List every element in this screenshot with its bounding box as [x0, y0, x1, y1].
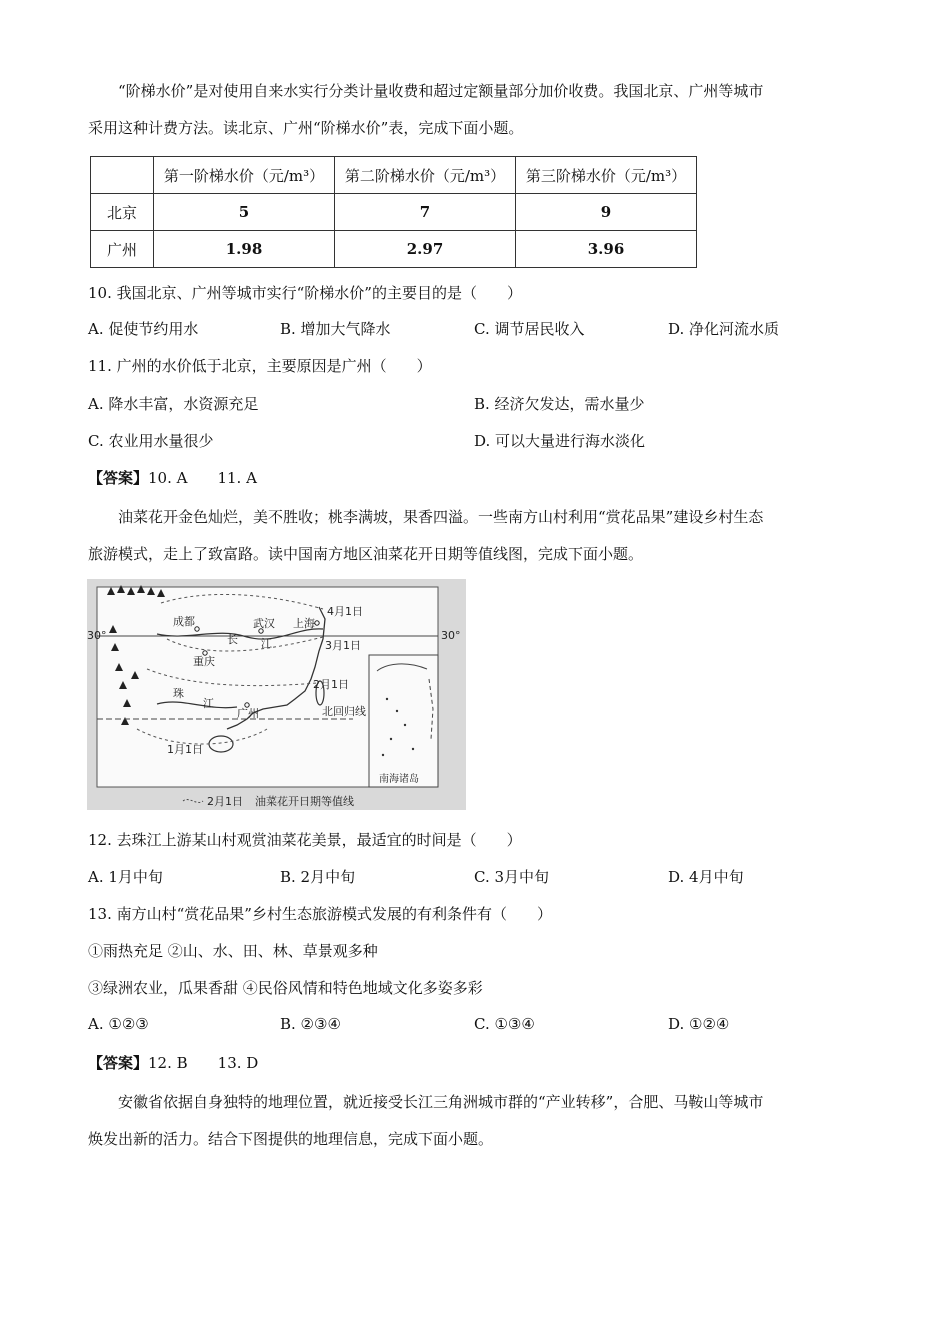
table-header-cell: 第三阶梯水价（元/m³）	[516, 157, 697, 194]
table-header-cell: 第一阶梯水价（元/m³）	[154, 157, 335, 194]
q13-option-d: D. ①②④	[668, 1015, 730, 1033]
intro3-line1: 安徽省依据自身独特的地理位置，就近接受长江三角洲城市群的“产业转移”，合肥、马鞍山等城市	[118, 1093, 764, 1111]
lat-label-right: 30°	[441, 629, 461, 642]
city-label-chongqing: 重庆	[193, 655, 215, 668]
q13-items-1: ①雨热充足 ②山、水、田、林、草景观多种	[88, 942, 378, 960]
table-city-cell: 北京	[91, 194, 154, 231]
river-label-chang: 长	[227, 633, 238, 646]
q11-option-d: D. 可以大量进行海水淡化	[474, 432, 646, 450]
intro2-line2: 旅游模式，走上了致富路。读中国南方地区油菜花开日期等值线图，完成下面小题。	[88, 545, 644, 563]
isoline-label-apr: 4月1日	[327, 605, 363, 618]
isoline-label-jan: 1月1日	[167, 743, 203, 756]
intro1-line2: 采用这种计费方法。读北京、广州“阶梯水价”表，完成下面小题。	[88, 119, 524, 137]
lat-label-left: 30°	[87, 629, 107, 642]
q13-option-b: B. ②③④	[280, 1015, 341, 1033]
table-cell: 5	[154, 194, 335, 231]
table-cell: 7	[335, 194, 516, 231]
table-row	[91, 194, 697, 231]
table-cell: 3.96	[516, 231, 697, 268]
city-label-wuhan: 武汉	[253, 617, 275, 630]
water-price-table	[90, 156, 697, 268]
answer-1	[88, 467, 257, 488]
answer-label: 【答案】	[88, 1054, 149, 1072]
q13-stem: 13. 南方山村“赏花品果”乡村生态旅游模式发展的有利条件有（ ）	[88, 905, 552, 923]
city-label-guangzhou: 广州	[237, 707, 259, 720]
table-cell: 9	[516, 194, 697, 231]
isoline-label-feb: 2月1日	[313, 678, 349, 691]
south-china-sea-inset	[369, 655, 438, 787]
rapeseed-bloom-isoline-map	[87, 579, 466, 810]
city-label-shanghai: 上海	[293, 617, 315, 630]
river-label-jiang1: 江	[261, 637, 272, 650]
q11-option-b: B. 经济欠发达，需水量少	[474, 395, 645, 413]
intro1-line1: “阶梯水价”是对使用自来水实行分类计量收费和超过定额量部分加价收费。我国北京、广州等城市	[118, 82, 764, 100]
isoline-label-mar: 3月1日	[325, 639, 361, 652]
q13-option-a: A. ①②③	[88, 1015, 149, 1033]
q10-option-b: B. 增加大气降水	[280, 320, 391, 338]
city-label-chengdu: 成都	[173, 615, 195, 628]
q12-option-a: A. 1月中旬	[88, 868, 163, 886]
q11-option-a: A. 降水丰富，水资源充足	[88, 395, 259, 413]
q13-items-2: ③绿洲农业，瓜果香甜 ④民俗风情和特色地域文化多姿多彩	[88, 979, 483, 997]
answer-label: 【答案】	[88, 469, 149, 487]
table-header-cell: 第二阶梯水价（元/m³）	[335, 157, 516, 194]
answer-2	[88, 1052, 258, 1073]
q13-option-c: C. ①③④	[474, 1015, 535, 1033]
table-header-cell	[91, 157, 154, 194]
table-cell: 1.98	[154, 231, 335, 268]
q10-option-c: C. 调节居民收入	[474, 320, 585, 338]
intro2-line1: 油菜花开金色灿烂，美不胜收；桃李满坡，果香四溢。一些南方山村利用“赏花品果”建设乡村生态	[118, 508, 764, 526]
legend-text: 油菜花开日期等值线	[255, 795, 354, 808]
table-header-row	[91, 157, 697, 194]
q10-option-d: D. 净化河流水质	[668, 320, 780, 338]
answer-text: 10. A 11. A	[148, 469, 257, 487]
q12-stem: 12. 去珠江上游某山村观赏油菜花美景，最适宜的时间是（ ）	[88, 831, 522, 849]
river-label-zhu: 珠	[173, 687, 184, 700]
q12-option-b: B. 2月中旬	[280, 868, 356, 886]
map-svg	[87, 579, 466, 810]
q10-option-a: A. 促使节约用水	[88, 320, 199, 338]
table-row	[91, 231, 697, 268]
intro3-line2: 焕发出新的活力。结合下图提供的地理信息，完成下面小题。	[88, 1130, 494, 1148]
inset-label: 南海诸岛	[379, 774, 419, 785]
legend-line-label: 2月1日	[207, 795, 243, 808]
q12-option-d: D. 4月中旬	[668, 868, 744, 886]
q11-option-c: C. 农业用水量很少	[88, 432, 214, 450]
q11-stem: 11. 广州的水价低于北京，主要原因是广州（ ）	[88, 357, 432, 375]
answer-text: 12. B 13. D	[148, 1054, 259, 1072]
table-cell: 2.97	[335, 231, 516, 268]
legend-isoline-sample	[183, 800, 203, 803]
q12-option-c: C. 3月中旬	[474, 868, 550, 886]
q10-stem: 10. 我国北京、广州等城市实行“阶梯水价”的主要目的是（ ）	[88, 284, 522, 302]
table-city-cell: 广州	[91, 231, 154, 268]
river-label-jiang2: 江	[203, 697, 214, 710]
tropic-label: 北回归线	[322, 705, 366, 718]
